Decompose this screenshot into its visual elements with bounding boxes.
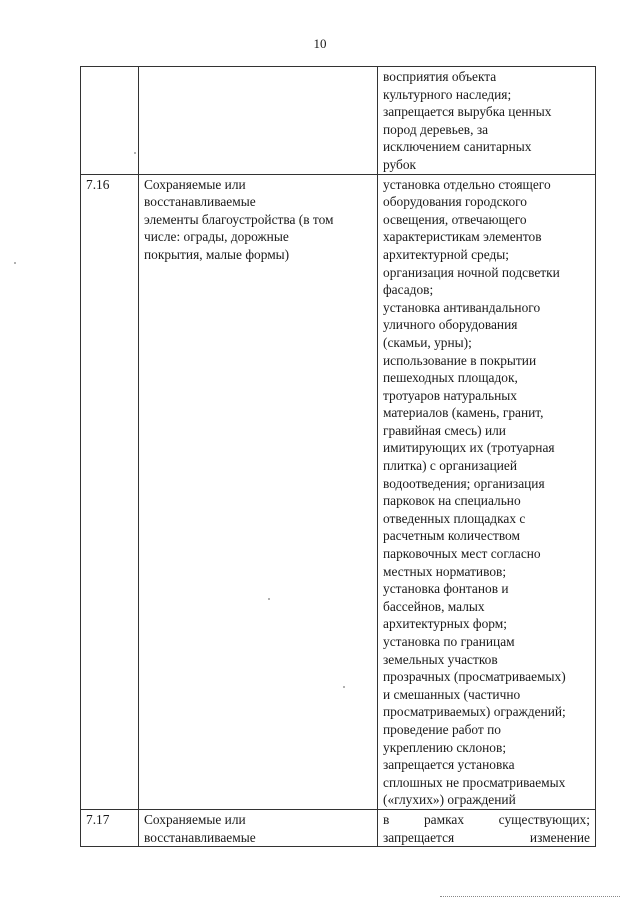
requirement-line: («глухих») ограждений <box>383 792 516 808</box>
requirement-line: установка фонтанов и <box>383 581 509 597</box>
requirement-line: характеристикам элементов <box>383 229 542 245</box>
requirement-line: проведение работ по <box>383 721 501 737</box>
requirement-word: изменение <box>529 829 590 845</box>
requirement-line: фасадов; <box>383 282 434 298</box>
requirement-line <box>383 829 590 847</box>
requirement-line: местных нормативов; <box>383 563 507 579</box>
requirements-text <box>378 67 596 175</box>
requirement-line: парковок на специально <box>383 493 521 509</box>
requirement-line: парковочных мест согласно <box>383 546 541 562</box>
requirement-line: расчетным количеством <box>383 528 520 544</box>
table-body <box>81 67 596 847</box>
requirement-line: запрещается вырубка ценных <box>383 104 552 120</box>
row-number: 7.16 <box>81 174 139 809</box>
element-line: числе: ограды, дорожные <box>144 229 289 245</box>
requirement-line: пешеходных площадок, <box>383 370 518 386</box>
table-row <box>81 809 596 846</box>
requirement-line: гравийная смесь) или <box>383 422 506 438</box>
requirement-line: (скамьи, урны); <box>383 334 472 350</box>
requirement-line: использование в покрытии <box>383 352 537 368</box>
requirement-line: установка отдельно стоящего <box>383 176 551 192</box>
element-line: Сохраняемые или <box>144 811 246 827</box>
element-description <box>139 809 378 846</box>
requirement-word: в <box>383 811 390 827</box>
requirement-line: установка по границам <box>383 634 515 649</box>
requirement-line: пород деревьев, за <box>383 121 489 137</box>
requirement-line: бассейнов, малых <box>383 598 485 614</box>
requirement-line: просматриваемых) ограждений; <box>383 704 566 720</box>
requirement-line: архитектурной среды; <box>383 246 510 262</box>
scan-speck <box>268 598 270 600</box>
element-line: покрытия, малые формы) <box>144 246 290 262</box>
requirement-line <box>383 811 590 829</box>
requirements-table <box>80 66 596 847</box>
scan-speck <box>343 686 345 688</box>
table-row <box>81 174 596 809</box>
requirements-text <box>378 809 596 846</box>
element-description <box>139 174 378 809</box>
requirement-line: плитка) с организацией <box>383 458 518 474</box>
scan-artifact <box>440 896 620 899</box>
requirement-line: укреплению склонов; <box>383 739 507 755</box>
requirements-text <box>378 174 596 809</box>
element-line: Сохраняемые или <box>144 176 246 192</box>
table-row <box>81 67 596 175</box>
requirement-line: сплошных не просматриваемых <box>383 774 566 790</box>
requirement-line: земельных участков <box>383 651 498 667</box>
requirement-word: запрещается <box>383 829 455 845</box>
requirement-line: тротуаров натуральных <box>383 387 517 403</box>
requirement-word: существующих; <box>498 811 590 827</box>
requirement-line: материалов (камень, гранит, <box>383 405 544 421</box>
requirement-line: водоотведения; организация <box>383 475 545 491</box>
requirement-line: восприятия объекта <box>383 69 497 84</box>
requirement-line: оборудования городского <box>383 194 527 210</box>
requirement-line: рубок <box>383 156 417 172</box>
requirement-line: запрещается установка <box>383 757 515 773</box>
page-number: 10 <box>313 36 327 51</box>
requirement-line: прозрачных (просматриваемых) <box>383 669 566 685</box>
element-line: элементы благоустройства (в том <box>144 211 334 227</box>
element-line: восстанавливаемые <box>144 194 256 210</box>
requirement-line: имитирующих их (тротуарная <box>383 440 555 456</box>
row-number <box>81 67 139 175</box>
row-number: 7.17 <box>81 809 139 846</box>
requirement-line: и смешанных (частично <box>383 686 521 702</box>
requirement-line: уличного оборудования <box>383 317 518 333</box>
element-description <box>139 67 378 175</box>
requirement-line: установка антивандального <box>383 299 541 315</box>
scan-speck <box>134 152 136 154</box>
requirement-line: организация ночной подсветки <box>383 264 560 280</box>
requirement-line: культурного наследия; <box>383 86 512 102</box>
scan-speck <box>14 262 16 264</box>
requirement-word: рамках <box>423 811 465 827</box>
element-line: восстанавливаемые <box>144 829 256 845</box>
requirement-line: отведенных площадках с <box>383 510 526 526</box>
requirement-line: освещения, отвечающего <box>383 211 527 227</box>
requirement-line: исключением санитарных <box>383 139 532 155</box>
requirement-line: архитектурных форм; <box>383 616 507 632</box>
